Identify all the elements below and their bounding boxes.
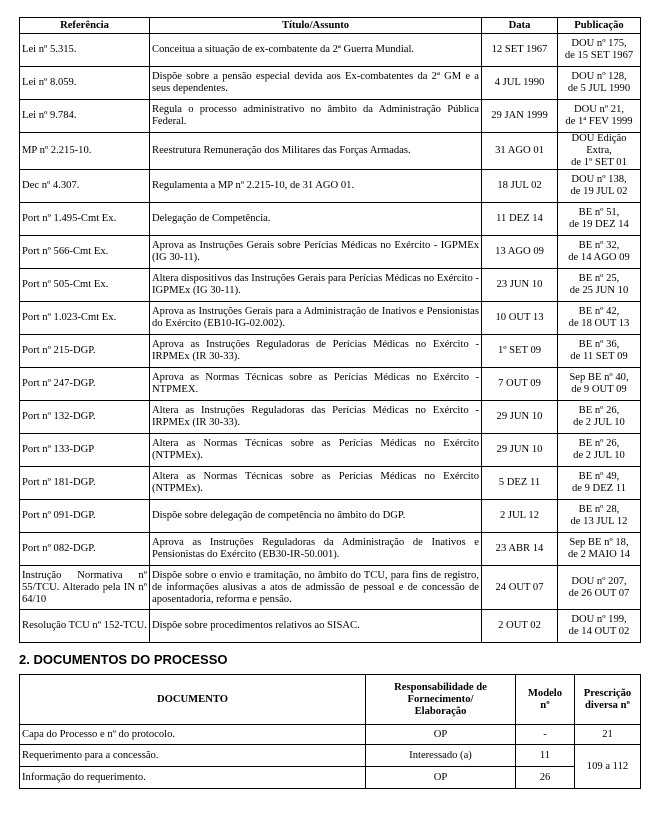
reference-row	[20, 203, 641, 236]
document-name: Informação do requerimento.	[20, 767, 366, 789]
section-heading: 2. DOCUMENTOS DO PROCESSO	[19, 652, 228, 667]
reference-row	[20, 368, 641, 401]
document-row	[20, 745, 641, 767]
reference-publication: DOU nº 21, de 1ª FEV 1999	[558, 100, 641, 133]
reference-date: 29 JUN 10	[482, 434, 558, 467]
reference-publication: BE nº 51, de 19 DEZ 14	[558, 203, 641, 236]
reference-id: Port nº 505-Cmt Ex.	[20, 269, 150, 302]
reference-row	[20, 236, 641, 269]
document-model: 26	[516, 767, 575, 789]
reference-title: Regula o processo administrativo no âmbito da Administração Pública Federal.	[150, 100, 482, 133]
reference-row	[20, 335, 641, 368]
header-responsabilidade: Responsabilidade de Fornecimento/ Elaboração	[366, 675, 516, 725]
header-publicacao: Publicação	[558, 18, 641, 34]
header-data: Data	[482, 18, 558, 34]
reference-date: 2 JUL 12	[482, 500, 558, 533]
reference-date: 23 JUN 10	[482, 269, 558, 302]
reference-id: Port nº 082-DGP.	[20, 533, 150, 566]
reference-row	[20, 269, 641, 302]
reference-title: Altera dispositivos das Instruções Gerais para Perícias Médicas no Exército - IGPMEx (IG 30-11).	[150, 269, 482, 302]
reference-row	[20, 610, 641, 643]
reference-publication: BE nº 26, de 2 JUL 10	[558, 401, 641, 434]
reference-title: Aprova as Instruções Gerais sobre Perícias Médicas no Exército - IGPMEx (IG 30-11).	[150, 236, 482, 269]
reference-date: 5 DEZ 11	[482, 467, 558, 500]
reference-publication: DOU nº 138, de 19 JUL 02	[558, 170, 641, 203]
reference-title: Aprova as Instruções Reguladoras de Perícias Médicas no Exército - IRPMEx (IR 30-33).	[150, 335, 482, 368]
reference-publication: BE nº 32, de 14 AGO 09	[558, 236, 641, 269]
reference-date: 7 OUT 09	[482, 368, 558, 401]
reference-title: Dispõe sobre procedimentos relativos ao SISAC.	[150, 610, 482, 643]
reference-row	[20, 34, 641, 67]
reference-id: Lei nº 5.315.	[20, 34, 150, 67]
reference-publication: DOU Edição Extra, de 1º SET 01	[558, 133, 641, 170]
reference-row	[20, 500, 641, 533]
document-responsibility: OP	[366, 725, 516, 745]
reference-date: 18 JUL 02	[482, 170, 558, 203]
reference-date: 11 DEZ 14	[482, 203, 558, 236]
references-table-body	[20, 34, 641, 643]
reference-title: Altera as Normas Técnicas sobre as Perícias Médicas no Exército (NTPMEx).	[150, 434, 482, 467]
reference-row	[20, 302, 641, 335]
document-row	[20, 767, 641, 789]
reference-title: Delegação de Competência.	[150, 203, 482, 236]
reference-id: Lei nº 9.784.	[20, 100, 150, 133]
reference-id: Resolução TCU nº 152-TCU.	[20, 610, 150, 643]
reference-publication: BE nº 25, de 25 JUN 10	[558, 269, 641, 302]
reference-date: 29 JUN 10	[482, 401, 558, 434]
reference-title: Reestrutura Remuneração dos Militares das Forças Armadas.	[150, 133, 482, 170]
reference-publication: Sep BE nº 18, de 2 MAIO 14	[558, 533, 641, 566]
reference-title: Dispõe sobre a pensão especial devida aos Ex-combatentes da 2ª GM e a seus dependentes.	[150, 67, 482, 100]
document-name: Capa do Processo e nº do protocolo.	[20, 725, 366, 745]
reference-publication: BE nº 42, de 18 OUT 13	[558, 302, 641, 335]
reference-id: Dec nº 4.307.	[20, 170, 150, 203]
reference-id: Port nº 133-DGP	[20, 434, 150, 467]
reference-publication: DOU nº 207, de 26 OUT 07	[558, 566, 641, 610]
reference-date: 2 OUT 02	[482, 610, 558, 643]
reference-id: Port nº 132-DGP.	[20, 401, 150, 434]
reference-id: Port nº 566-Cmt Ex.	[20, 236, 150, 269]
document-model: 11	[516, 745, 575, 767]
reference-title: Dispõe sobre delegação de competência no âmbito do DGP.	[150, 500, 482, 533]
reference-publication: DOU nº 128, de 5 JUL 1990	[558, 67, 641, 100]
reference-publication: DOU nº 175, de 15 SET 1967	[558, 34, 641, 67]
reference-row	[20, 566, 641, 610]
reference-date: 24 OUT 07	[482, 566, 558, 610]
header-referencia: Referência	[20, 18, 150, 34]
reference-row	[20, 100, 641, 133]
reference-title: Dispõe sobre o envio e tramitação, no âmbito do TCU, para fins de registro, de informações alusivas a atos de admissão de pessoal e de concessão de aposentadoria, reforma e pensão.	[150, 566, 482, 610]
reference-row	[20, 434, 641, 467]
reference-id: MP nº 2.215-10.	[20, 133, 150, 170]
header-titulo-assunto: Título/Assunto	[150, 18, 482, 34]
documents-table	[19, 674, 641, 789]
reference-date: 10 OUT 13	[482, 302, 558, 335]
reference-row	[20, 170, 641, 203]
reference-title: Aprova as Normas Técnicas sobre as Perícias Médicas no Exército - NTPMEX.	[150, 368, 482, 401]
reference-publication: DOU nº 199, de 14 OUT 02	[558, 610, 641, 643]
reference-publication: Sep BE nº 40, de 9 OUT 09	[558, 368, 641, 401]
reference-row	[20, 401, 641, 434]
reference-publication: BE nº 28, de 13 JUL 12	[558, 500, 641, 533]
reference-row	[20, 67, 641, 100]
document-model: -	[516, 725, 575, 745]
document-responsibility: Interessado (a)	[366, 745, 516, 767]
header-documento: DOCUMENTO	[20, 675, 366, 725]
reference-title: Aprova as Instruções Reguladoras da Administração de Inativos e Pensionistas do Exército (EB30-IR-50.001).	[150, 533, 482, 566]
table-header-row	[20, 18, 641, 34]
reference-date: 4 JUL 1990	[482, 67, 558, 100]
document-name: Requerimento para a concessão.	[20, 745, 366, 767]
reference-publication: BE nº 26, de 2 JUL 10	[558, 434, 641, 467]
reference-id: Port nº 247-DGP.	[20, 368, 150, 401]
reference-title: Altera as Normas Técnicas sobre as Perícias Médicas no Exército (NTPMEx).	[150, 467, 482, 500]
reference-id: Port nº 091-DGP.	[20, 500, 150, 533]
document-row	[20, 725, 641, 745]
reference-id: Instrução Normativa nº 55/TCU. Alterado pela IN nº 64/10	[20, 566, 150, 610]
reference-row	[20, 467, 641, 500]
reference-id: Port nº 215-DGP.	[20, 335, 150, 368]
reference-date: 1º SET 09	[482, 335, 558, 368]
reference-id: Port nº 181-DGP.	[20, 467, 150, 500]
document-prescription: 21	[575, 725, 641, 745]
header-modelo: Modelo nº	[516, 675, 575, 725]
reference-id: Port nº 1.023-Cmt Ex.	[20, 302, 150, 335]
reference-row	[20, 533, 641, 566]
reference-date: 23 ABR 14	[482, 533, 558, 566]
reference-date: 29 JAN 1999	[482, 100, 558, 133]
reference-date: 13 AGO 09	[482, 236, 558, 269]
reference-publication: BE nº 49, de 9 DEZ 11	[558, 467, 641, 500]
reference-row	[20, 133, 641, 170]
reference-date: 12 SET 1967	[482, 34, 558, 67]
header-prescricao: Prescrição diversa nº	[575, 675, 641, 725]
references-table	[19, 17, 641, 643]
reference-title: Aprova as Instruções Gerais para a Administração de Inativos e Pensionistas do Exército (EB10-IG-02.002).	[150, 302, 482, 335]
reference-date: 31 AGO 01	[482, 133, 558, 170]
document-prescription: 109 a 112	[575, 745, 641, 789]
reference-id: Port nº 1.495-Cmt Ex.	[20, 203, 150, 236]
reference-publication: BE nº 36, de 11 SET 09	[558, 335, 641, 368]
document-responsibility: OP	[366, 767, 516, 789]
reference-title: Altera as Instruções Reguladoras das Perícias Médicas no Exército - IRPMEx (IR 30-33).	[150, 401, 482, 434]
documents-header-row	[20, 675, 641, 725]
reference-title: Regulamenta a MP nº 2.215-10, de 31 AGO 01.	[150, 170, 482, 203]
reference-title: Conceitua a situação de ex-combatente da 2ª Guerra Mundial.	[150, 34, 482, 67]
reference-id: Lei nº 8.059.	[20, 67, 150, 100]
